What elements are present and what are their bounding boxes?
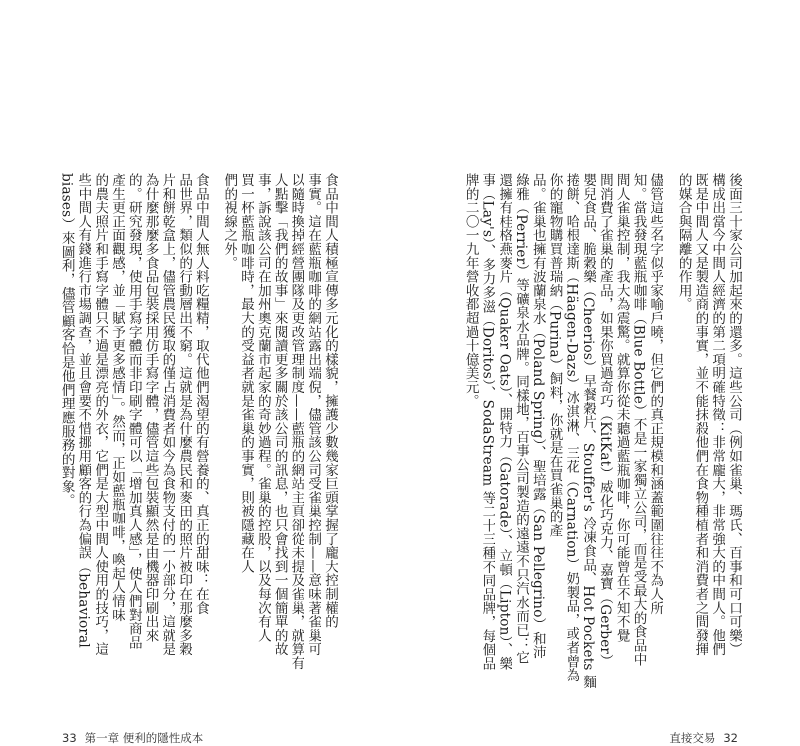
text-line: 嬰兒食品、脆穀樂（Cheerios）早餐穀片、Stouffer's 冷凍食品、Hot Pockets 麵 <box>580 173 597 689</box>
text-line: 的農夫照片和手寫字體只不過是漂亮的外衣，它們是大型中間人使用的技巧，這 <box>92 173 109 656</box>
text-line: 品。雀巢也擁有波蘭泉水（Poland Spring）、聖培露（San Pellegrino）和沛 <box>529 173 546 660</box>
text-line: 事，訴說該公司在加州奧克蘭市起家的奇妙過程。雀巢的控股，以及每次有人 <box>254 173 271 643</box>
text-line: 綠雅（Perrier）等礦泉水品牌。同樣地，百事公司製造的遠遠不只汽水而已：它 <box>513 173 530 665</box>
text-line: 間人雀巢控制，我大為震驚。就算你從未聽過藍瓶咖啡，你可能曾在不知不覺 <box>613 173 630 643</box>
text-line: 你的寵物購買普瑞納（Purina）飼料，你就是在買雀巢的產 <box>546 173 563 538</box>
paragraph-gap <box>663 173 675 708</box>
text-line: 構成出當今中間人經濟的第二項明確特徵：非常龐大，非常強大的中間人。他們 <box>709 173 726 656</box>
text-line: 食品中間人積極宣傳多元化的樣貌，擁護少數幾家巨頭掌握了龐大控制權的 <box>322 173 338 629</box>
page-number: 32 <box>723 731 738 745</box>
text-line: 人點擊「我們的故事」來閱讀更多關於該公司的訊息，也只會找到一個簡單的故 <box>271 173 288 656</box>
right-page <box>400 0 800 744</box>
right-page-text-block <box>462 173 742 708</box>
page-number: 33 <box>62 731 77 745</box>
left-page-text-block <box>58 173 338 708</box>
text-line: 事實。這在藍瓶咖啡的網站露出端倪，儘管該公司受雀巢控制——意味著雀巢可 <box>305 173 322 656</box>
paragraph-gap <box>209 173 221 708</box>
text-line: 後面三十家公司加起來的還多。這些公司（例如雀巢、瑪氏、百事和可口可樂） <box>726 173 742 656</box>
text-line: 的。研究發現，使用手寫字體而非印刷字體可以「增加真人感」，使人們對商品 <box>125 173 142 650</box>
text-line: 既是中間人又是製造商的事實，並不能抹殺他們在食物種植者和消費者之間發揮 <box>692 173 709 656</box>
running-header: 第一章 便利的隱性成本 <box>84 731 204 745</box>
left-page <box>0 0 400 744</box>
text-line: 捲餅、哈根達斯（Häagen-Dazs）冰淇淋、三花（Carnation）奶製品，或者曾為 <box>563 173 580 682</box>
text-line: 知。當我發現藍瓶咖啡（Blue Bottle）不是一家獨立公司，而是受最大的食品中 <box>630 173 647 667</box>
running-header: 直接交易 <box>669 731 716 745</box>
text-line: 些中間人有錢進行市場調查，並且會要不惜挪用顧客的行為偏誤（behavioral <box>75 173 92 648</box>
text-line: 品世界，類似的行動層出不窮。這就是為什麼農民和麥田的照片被印在那麼多穀 <box>176 173 193 656</box>
text-line: 為什麼那麼多食品包裝採用仿手寫字體，儘管這些包裝顯然是由機器印刷出來 <box>142 173 159 643</box>
text-line: biases）來圖利，儘管顧客恰是他們理應服務的對象。 <box>58 173 75 508</box>
text-line: 們的視線之外。 <box>221 173 238 270</box>
text-line: 買一杯藍瓶咖啡時，最大的受益者就是雀巢的事實，則被隱藏在人 <box>238 173 255 574</box>
text-line: 事（Lay's）、多力多滋（Doritos）、SodaStream 等二十三種不同品牌，每個品 <box>479 173 496 671</box>
text-line: 的媒合與隔離的作用。 <box>675 173 692 311</box>
text-line: 食品中間人無人料吃糧精，取代他們渴望的有營養的、真正的甜味：在食 <box>192 173 209 615</box>
text-line: 間消費了雀巢的產品，如果你買過奇巧（KitKat）威化巧克力、嘉寶（Gerber） <box>596 173 613 668</box>
text-line: 片和餅乾盒上，儘管農民獲取的僅占消費者如今為食物支付的一小部分，這就是 <box>159 173 176 656</box>
text-line: 牌的二〇一九年營收都超過十億美元。 <box>462 173 479 408</box>
text-line: 儘管這些名字似乎家喻戶曉，但它們的真正規模和涵蓋範圍往往不為人所 <box>647 173 664 615</box>
text-line: 產生更正面觀感，並「賦予更多感情」。然而，正如藍瓶咖啡，喚起人情味 <box>109 173 126 622</box>
text-line: 還擁有桂格燕麥片（Quaker Oats）、開特力（Gatorade）、立頓（Lipton）、樂 <box>496 173 513 671</box>
text-line: 以隨時換掉經營團隊及更改管理制度——藍瓶的網站主頁卻從未提及雀巢，就算有 <box>288 173 305 670</box>
